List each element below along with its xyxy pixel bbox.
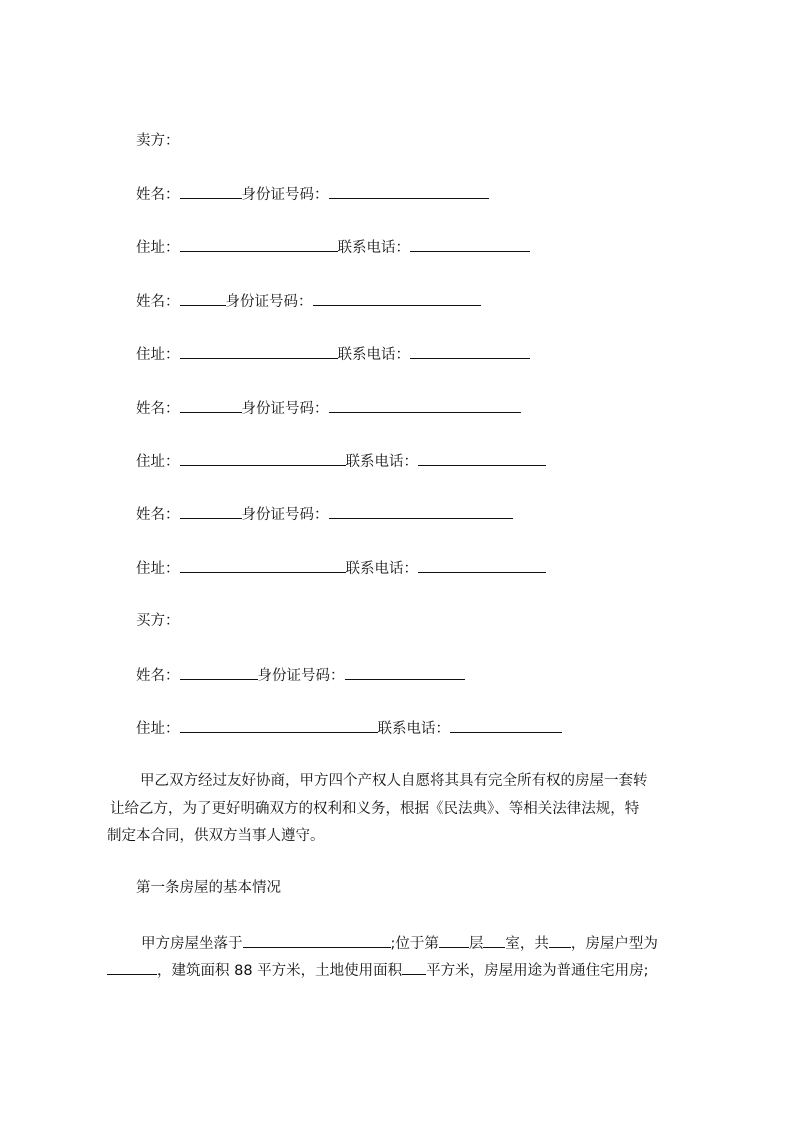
address-label: 住址： (136, 721, 180, 737)
phone-blank[interactable] (418, 558, 546, 573)
phone-label: 联系电话： (345, 454, 418, 470)
name-label: 姓名： (136, 401, 180, 417)
address-label: 住址： (136, 347, 180, 363)
address-label: 住址： (136, 454, 180, 470)
id-label: 身份证号码： (241, 507, 329, 523)
address-blank[interactable] (180, 344, 338, 359)
phone-blank[interactable] (418, 451, 546, 466)
phone-label: 联系电话： (337, 240, 410, 256)
intro-line-2: 让给乙方，为了更好明确双方的权利和义务，根据《民法典》、等相关法律法规，特 (110, 801, 640, 817)
seller-1-name-row (136, 184, 489, 205)
floor-blank[interactable] (439, 933, 469, 948)
land-area-blank[interactable] (402, 960, 426, 975)
phone-blank[interactable] (410, 344, 530, 359)
seller-3-name-row (136, 398, 521, 419)
id-label: 身份证号码： (241, 401, 329, 417)
address-blank[interactable] (180, 558, 346, 573)
phone-blank[interactable] (410, 237, 530, 252)
article-1-line-1: 甲方房屋坐落于 ;位于第 层 室，共 ，房屋户型为 (141, 933, 658, 954)
id-label: 身份证号码： (257, 668, 345, 684)
location-blank[interactable] (243, 933, 391, 948)
intro-line-3: 制定本合同，供双方当事人遵守。 (107, 828, 325, 844)
id-blank[interactable] (345, 665, 465, 680)
total-blank[interactable] (549, 933, 571, 948)
id-blank[interactable] (313, 291, 481, 306)
buyer-name-row (136, 665, 465, 686)
seller-4-name-row (136, 504, 513, 525)
intro-line-1: 甲乙双方经过友好协商，甲方四个产权人自愿将其具有完全所有权的房屋一套转 (140, 773, 648, 789)
room-blank[interactable] (483, 933, 505, 948)
id-blank[interactable] (329, 398, 521, 413)
phone-label: 联系电话： (337, 347, 410, 363)
seller-2-name-row (136, 291, 481, 312)
seller-heading: 卖方： (136, 133, 180, 149)
id-label: 身份证号码： (241, 187, 329, 203)
seller-2-address-row (136, 344, 530, 365)
article-1-title: 第一条房屋的基本情况 (136, 880, 281, 896)
id-blank[interactable] (329, 504, 513, 519)
seller-1-address-row (136, 237, 530, 258)
seller-3-address-row (136, 451, 546, 472)
seller-4-address-row (136, 558, 546, 579)
buyer-address-row (136, 718, 562, 739)
article-1-line-2: ，建筑面积 88 平方米，土地使用面积 平方米，房屋用途为普通住宅用房; (107, 960, 649, 981)
name-blank[interactable] (180, 504, 242, 519)
id-label: 身份证号码： (225, 294, 313, 310)
name-label: 姓名： (136, 187, 180, 203)
address-blank[interactable] (180, 718, 378, 733)
id-blank[interactable] (329, 184, 489, 199)
phone-label: 联系电话： (345, 561, 418, 577)
name-label: 姓名： (136, 668, 180, 684)
name-label: 姓名： (136, 294, 180, 310)
address-blank[interactable] (180, 237, 338, 252)
phone-blank[interactable] (450, 718, 562, 733)
address-blank[interactable] (180, 451, 346, 466)
phone-label: 联系电话： (377, 721, 450, 737)
name-blank[interactable] (180, 291, 226, 306)
name-blank[interactable] (180, 184, 242, 199)
name-blank[interactable] (180, 398, 242, 413)
name-label: 姓名： (136, 507, 180, 523)
buyer-heading: 买方： (136, 613, 180, 629)
layout-blank[interactable] (107, 960, 157, 975)
address-label: 住址： (136, 561, 180, 577)
name-blank[interactable] (180, 665, 258, 680)
address-label: 住址： (136, 240, 180, 256)
